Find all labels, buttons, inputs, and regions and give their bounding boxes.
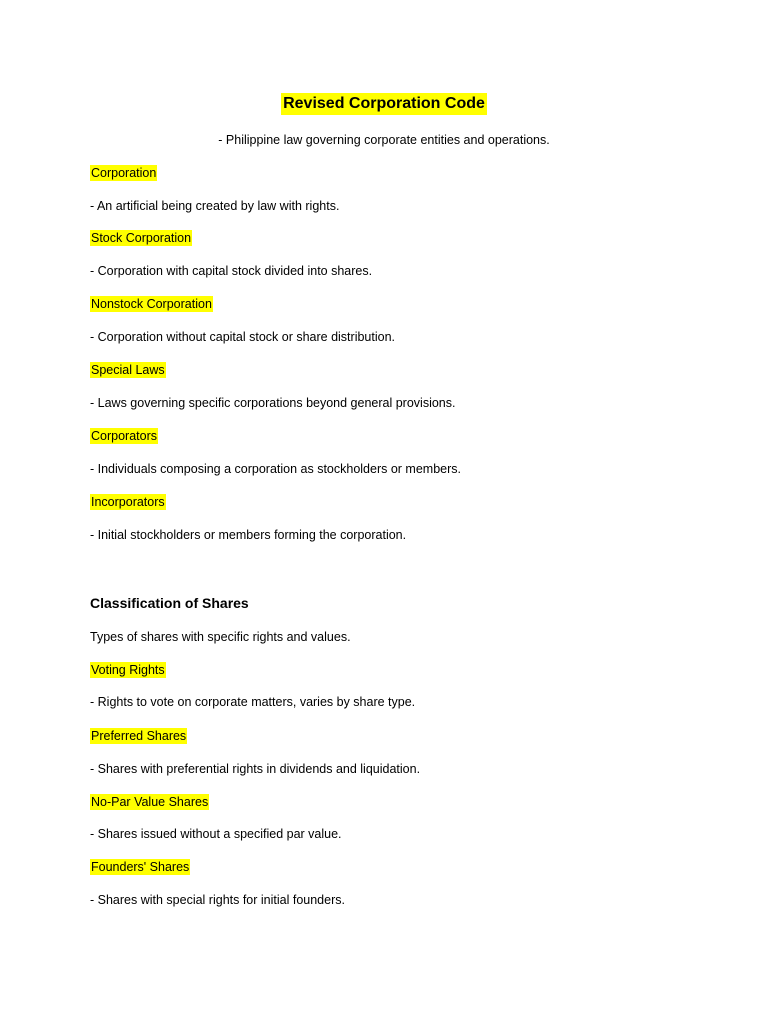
term-corporation <box>90 164 157 182</box>
term-nonstock-corporation <box>90 295 213 313</box>
term-label: Corporators <box>91 429 157 443</box>
term-special-laws <box>90 361 166 379</box>
document-title: Revised Corporation Code <box>281 93 487 115</box>
section-heading: Classification of Shares <box>90 595 249 611</box>
term-preferred-shares <box>90 727 187 745</box>
term-label: Preferred Shares <box>91 729 187 743</box>
definition-corporation: - An artificial being created by law with rights. <box>90 199 340 213</box>
definition-special-laws: - Laws governing specific corporations beyond general provisions. <box>90 396 456 410</box>
term-label: Corporation <box>91 166 157 180</box>
document-subtitle: - Philippine law governing corporate entities and operations. <box>218 133 550 147</box>
term-no-par-value-shares <box>90 793 209 811</box>
term-stock-corporation <box>90 229 192 247</box>
term-label: No-Par Value Shares <box>91 795 209 809</box>
term-label: Nonstock Corporation <box>91 297 212 311</box>
subtitle-container <box>0 131 768 149</box>
term-label: Stock Corporation <box>91 231 192 245</box>
definition-nonstock-corporation: - Corporation without capital stock or share distribution. <box>90 330 396 344</box>
definition-incorporators: - Initial stockholders or members forming the corporation. <box>90 528 407 542</box>
section-intro: Types of shares with specific rights and values. <box>90 630 351 644</box>
definition-preferred-shares: - Shares with preferential rights in dividends and liquidation. <box>90 762 421 776</box>
definition-corporators: - Individuals composing a corporation as stockholders or members. <box>90 462 462 476</box>
definition-founders-shares: - Shares with special rights for initial founders. <box>90 893 345 907</box>
term-corporators <box>90 427 158 445</box>
definition-voting-rights: - Rights to vote on corporate matters, varies by share type. <box>90 695 416 709</box>
term-voting-rights <box>90 661 166 679</box>
term-founders-shares <box>90 858 190 876</box>
term-label: Voting Rights <box>91 663 165 677</box>
definition-stock-corporation: - Corporation with capital stock divided into shares. <box>90 264 373 278</box>
term-label: Special Laws <box>91 363 165 377</box>
title-container <box>0 93 768 115</box>
term-label: Founders' Shares <box>91 860 190 874</box>
definition-no-par-value-shares: - Shares issued without a specified par value. <box>90 827 342 841</box>
term-incorporators <box>90 493 166 511</box>
term-label: Incorporators <box>91 495 165 509</box>
